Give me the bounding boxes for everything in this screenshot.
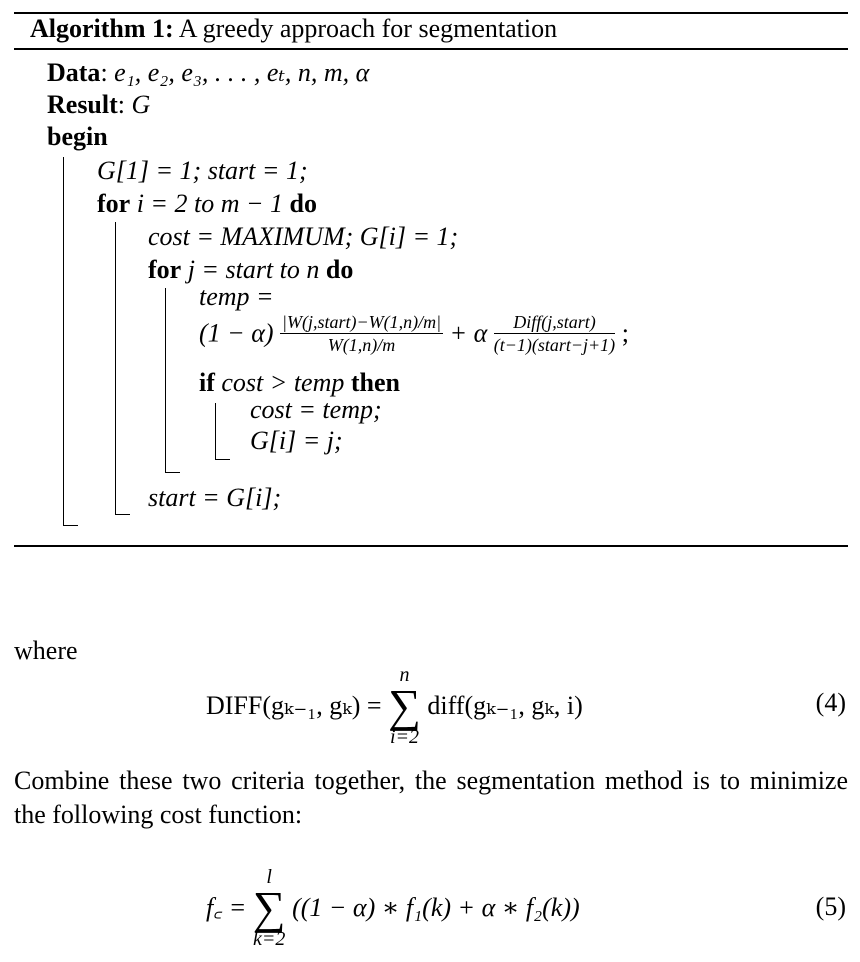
eq4-sum-upper: n <box>399 664 410 686</box>
equation-4 <box>206 664 583 748</box>
eq4-lhs: DIFF(gₖ₋₁, gₖ) = <box>206 691 382 720</box>
eq5-number: (5) <box>815 892 846 921</box>
caption-rule <box>14 48 848 50</box>
eq4-sum-lower: i=2 <box>389 726 420 748</box>
begin-block-bar <box>63 157 78 526</box>
fraction-1 <box>280 312 443 355</box>
for-keyword: for <box>97 189 131 218</box>
if-line <box>199 368 400 398</box>
for-j-range: j = start to n <box>187 255 320 284</box>
temp-middle: + α <box>449 318 488 348</box>
bottom-rule <box>14 545 848 547</box>
eq5-sum-symbol: ∑ <box>252 882 286 933</box>
for-j-block-bar <box>165 288 180 473</box>
if-keyword: if <box>199 368 215 397</box>
begin-keyword: begin <box>47 122 108 151</box>
eq5-summation <box>253 866 286 950</box>
start-update-line: start = G[i]; <box>148 483 282 512</box>
if-condition: cost > temp <box>221 368 345 397</box>
where-text: where <box>14 636 78 665</box>
data-line: Data: e₁, e₂, e₃, . . . , eₜ, n, m, α <box>47 58 370 87</box>
temp-prefix: (1 − α) <box>199 318 274 348</box>
equation-5 <box>206 866 580 950</box>
eq5-rhs: ((1 − α) ∗ f₁(k) + α ∗ f₂(k)) <box>292 893 580 922</box>
cost-init-line: cost = MAXIMUM; G[i] = 1; <box>148 222 459 251</box>
eq5-sum-upper: l <box>266 866 272 888</box>
eq4-sum-symbol: ∑ <box>388 680 421 731</box>
assign-g-line: G[i] = j; <box>250 426 343 455</box>
init-line: G[1] = 1; start = 1; <box>97 156 308 185</box>
for-i-range: i = 2 to m − 1 <box>136 189 284 218</box>
eq5-sum-lower: k=2 <box>252 928 286 950</box>
fraction-1-numerator: |W(j,start)−W(1,n)/m| <box>282 312 442 332</box>
for-i-block-bar <box>115 222 130 515</box>
eq4-summation <box>388 664 421 748</box>
assign-cost-line: cost = temp; <box>250 395 382 424</box>
for-keyword-2: for <box>148 255 182 284</box>
result-keyword: Result <box>47 90 118 119</box>
algorithm-title: A greedy approach for segmentation <box>178 14 558 43</box>
temp-line: temp = <box>199 282 274 311</box>
combine-paragraph: Combine these two criteria together, the segmentation method is to minimize the following cost function: <box>14 766 848 829</box>
result-line: Result: G <box>47 90 151 119</box>
algorithm-label: Algorithm 1: <box>30 14 174 43</box>
for-i-line <box>97 189 317 219</box>
then-keyword: then <box>350 368 400 397</box>
fraction-1-denominator: W(1,n)/m <box>327 335 396 355</box>
fraction-2-denominator: (t−1)(start−j+1) <box>493 335 616 355</box>
data-variables: e₁, e₂, e₃, . . . , eₜ, n, m, α <box>114 58 370 87</box>
eq4-rhs: diff(gₖ₋₁, gₖ, i) <box>427 691 583 720</box>
do-keyword-2: do <box>325 255 354 284</box>
for-j-line <box>148 255 353 285</box>
fraction-2-numerator: Diff(j,start) <box>494 312 615 334</box>
result-variable: G <box>131 90 151 119</box>
eq5-lhs: f꜀ = <box>206 893 247 922</box>
algorithm-caption <box>30 14 557 44</box>
do-keyword: do <box>289 189 317 218</box>
temp-expression <box>199 312 629 355</box>
temp-end: ; <box>621 318 629 348</box>
eq4-number: (4) <box>815 688 846 717</box>
if-block-bar <box>215 403 230 460</box>
data-keyword: Data <box>47 58 101 87</box>
fraction-2 <box>494 312 615 355</box>
